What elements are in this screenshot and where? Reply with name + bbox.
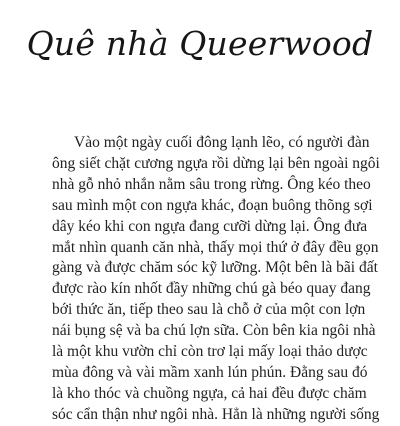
text-line: được rào kín nhốt đầy những chú gà béo quay đang <box>52 280 371 298</box>
text-line: gàng và được chăm sóc kỹ lưỡng. Một bên là bãi đất <box>52 259 378 277</box>
text-line: sóc cẩn thận như ngôi nhà. Hẳn là những người sống <box>52 405 380 423</box>
text-line: nhà gỗ nhỏ nhắn nằm sâu trong rừng. Ông kéo theo <box>52 175 371 193</box>
text-line: Vào một ngày cuối đông lạnh lẽo, có người đàn <box>74 134 370 151</box>
text-line: sau mình một con ngựa khác, đoạn buông thõng sợi <box>52 196 373 214</box>
text-line: là kho thóc và chuồng ngựa, cả hai đều được chăm <box>52 384 367 402</box>
text-line: bới thức ăn, tiếp theo sau là chỗ ở của một con lợn <box>52 301 366 319</box>
text-line: ông siết chặt cương ngựa rồi dừng lại bên ngoài ngôi <box>52 154 380 172</box>
body-paragraph <box>52 133 380 426</box>
text-line: nái bụng sệ và ba chú lợn sữa. Còn bên kia ngôi nhà <box>52 322 376 340</box>
text-line: dây kéo khi con ngựa đang cưỡi dừng lại. Ông đưa <box>52 217 368 235</box>
chapter-title: Quê nhà Queerwood <box>26 24 374 63</box>
text-line: là một khu vườn chỉ còn trơ lại mấy loại thảo dược <box>52 343 368 361</box>
text-line: mắt nhìn quanh căn nhà, thấy mọi thứ ở đây đều gọn <box>52 238 379 256</box>
text-line: mùa đông và vài mầm xanh lún phún. Đằng sau đó <box>52 363 368 381</box>
